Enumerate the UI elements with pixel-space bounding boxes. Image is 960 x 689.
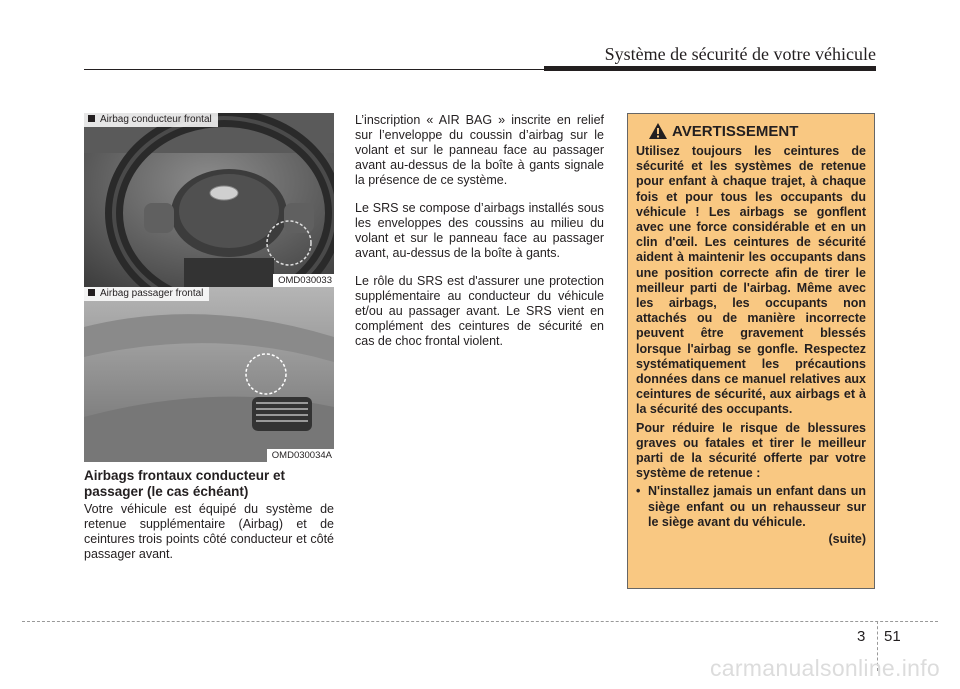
warning-header	[648, 122, 866, 140]
steering-wheel-illustration	[84, 113, 334, 287]
body-paragraph: L’inscription « AIR BAG » inscrite en relief sur l’enveloppe du coussin d’airbag sur le volant et sur le panneau face au passager avant au-dessus de la boîte à gants signale la présence de ce système.	[355, 113, 604, 187]
section-title: Système de sécurité de votre véhicule	[604, 44, 876, 64]
figure-code: OMD030033	[273, 274, 334, 287]
watermark: carmanualsonline.info	[709, 655, 940, 681]
driver-airbag-photo	[84, 113, 334, 287]
figure-caption: Airbag conducteur frontal	[84, 113, 218, 127]
dashboard-illustration	[84, 287, 334, 462]
bullet-icon: •	[636, 484, 641, 499]
intro-paragraph: Votre véhicule est équipé du système de retenue supplémentaire (Airbag) et de ceintures trois points côté conducteur et côté passager avant.	[84, 502, 334, 561]
body-paragraph: Le rôle du SRS est d'assurer une protection supplémentaire au conducteur du véhicule et/ou au passager avant. Le SRS vient en complément des ceintures de sécurité en cas de choc frontal violent.	[355, 274, 604, 348]
middle-column	[355, 113, 604, 362]
passenger-airbag-photo	[84, 287, 334, 462]
figure-code: OMD030034A	[267, 449, 334, 462]
warning-bullet-text: N'installez jamais un enfant dans un siège enfant ou un rehausseur sur le siège avant du véhicule.	[648, 484, 866, 529]
warning-title: AVERTISSEMENT	[672, 122, 799, 140]
figure-caption: Airbag passager frontal	[84, 287, 209, 301]
warning-bullet-item	[636, 484, 866, 530]
warning-box	[627, 113, 875, 589]
page-number: 51	[884, 628, 901, 645]
warning-paragraph: Utilisez toujours les ceintures de sécurité et les systèmes de retenue pour enfant à chaque trajet, à chaque fois et pour tous les occupants du véhicule ! Les airbags se gonflent avec une force considérable et en un clin d'œil. Les ceintures de sécurité aident à maintenir les occupants dans une position correcte afin de tirer le meilleur parti de l'airbag. Même avec les airbags, les occupants non attachés ou de manière incorrecte peuvent être gravement blessés lorsque l'airbag se gonfle. Respectez systématiquement les précautions données dans ce manuel relatives aux ceintures de sécurité, aux airbags et à la sécurité des occupants.	[636, 144, 866, 417]
chapter-number: 3	[857, 628, 866, 645]
body-paragraph: Le SRS se compose d’airbags installés sous les enveloppes des coussins au milieu du volant et sur le panneau face au passager avant, au-dessus de la boîte à gants.	[355, 201, 604, 260]
header-rule-accent	[544, 66, 876, 71]
footer-rule	[22, 621, 938, 622]
section-heading: Airbags frontaux conducteur et passager (le cas échéant)	[84, 468, 286, 499]
continued-label: (suite)	[828, 532, 866, 547]
warning-triangle-icon	[648, 122, 668, 140]
warning-paragraph: Pour réduire le risque de blessures graves ou fatales et tirer le meilleur parti de la sécurité offerte par votre système de retenue :	[636, 420, 866, 481]
